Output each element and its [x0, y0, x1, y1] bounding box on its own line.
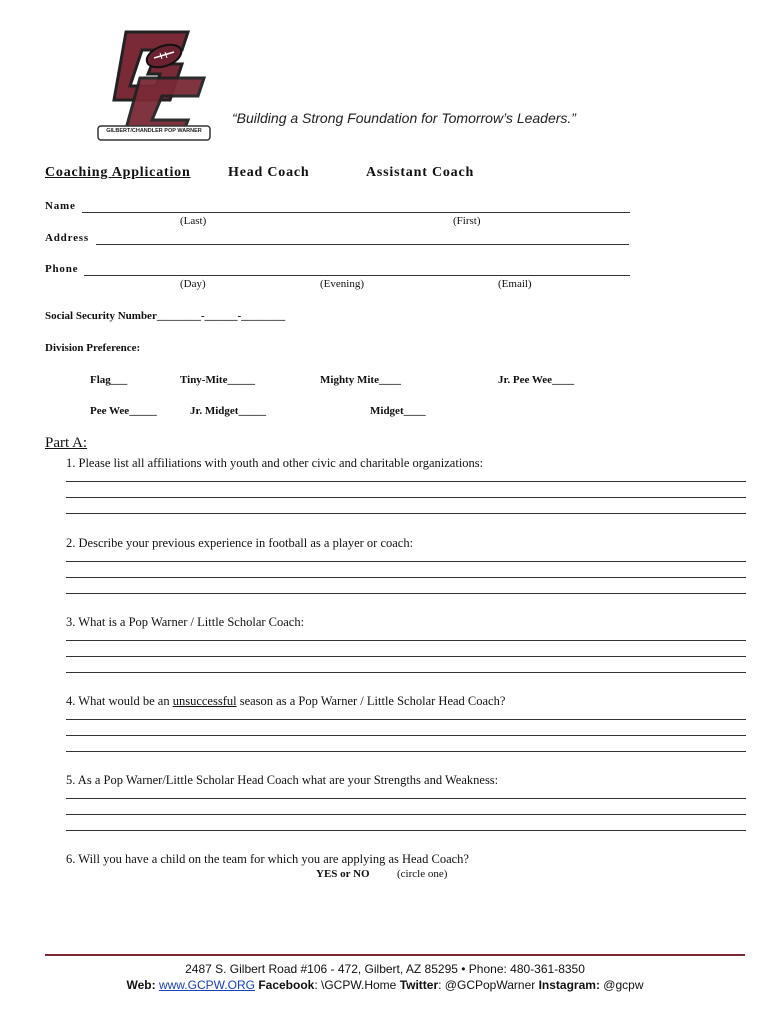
- email-label: (Email): [498, 278, 532, 290]
- coaching-application-title: Coaching Application: [45, 165, 191, 180]
- answer-line[interactable]: [66, 719, 746, 720]
- answer-line[interactable]: [66, 497, 746, 498]
- logo-ribbon-text: GILBERT/CHANDLER POP WARNER: [106, 128, 202, 134]
- gcpw-logo: [96, 28, 212, 146]
- question-1: 1. Please list all affiliations with youth and other civic and charitable organizations:: [66, 456, 484, 470]
- part-a-heading: Part A:: [45, 435, 88, 451]
- phone-label: Phone: [45, 263, 79, 275]
- answer-line[interactable]: [66, 672, 746, 673]
- question-4: [66, 694, 505, 709]
- address-field[interactable]: [96, 244, 629, 245]
- answer-line[interactable]: [66, 513, 746, 514]
- division-tiny-mite[interactable]: Tiny-Mite_____: [180, 374, 255, 386]
- tagline: “Building a Strong Foundation for Tomorrow’s Leaders.”: [232, 110, 576, 126]
- first-label: (First): [453, 215, 481, 227]
- name-label: Name: [45, 200, 76, 212]
- question-3: 3. What is a Pop Warner / Little Scholar Coach:: [66, 615, 305, 629]
- address-label: Address: [45, 232, 89, 244]
- last-label: (Last): [180, 215, 207, 227]
- answer-line[interactable]: [66, 830, 746, 831]
- division-mighty-mite[interactable]: Mighty Mite____: [320, 374, 401, 386]
- division-midget[interactable]: Midget____: [370, 405, 426, 417]
- division-jr-pee-wee[interactable]: Jr. Pee Wee____: [498, 374, 575, 386]
- web-link[interactable]: www.GCPW.ORG: [158, 978, 255, 992]
- division-jr-midget[interactable]: Jr. Midget_____: [190, 405, 266, 417]
- phone-field[interactable]: [84, 275, 630, 276]
- footer-divider: [45, 954, 745, 956]
- answer-line[interactable]: [66, 751, 746, 752]
- answer-line[interactable]: [66, 814, 746, 815]
- answer-line[interactable]: [66, 577, 746, 578]
- twitter-value: : @GCPopWarner: [438, 978, 536, 992]
- division-preference-label: Division Preference:: [45, 342, 141, 354]
- question-4-underlined: unsuccessful: [172, 694, 237, 708]
- answer-line[interactable]: [66, 593, 746, 594]
- answer-line[interactable]: [66, 735, 746, 736]
- facebook-label: Facebook: [258, 978, 315, 992]
- answer-line[interactable]: [66, 656, 746, 657]
- evening-label: (Evening): [320, 278, 364, 290]
- answer-line[interactable]: [66, 481, 746, 482]
- question-4-post: season as a Pop Warner / Little Scholar Head Coach?: [236, 694, 506, 708]
- twitter-label: Twitter: [399, 978, 439, 992]
- name-field[interactable]: [82, 212, 630, 213]
- division-flag[interactable]: Flag___: [90, 374, 128, 386]
- division-pee-wee[interactable]: Pee Wee_____: [90, 405, 157, 417]
- instagram-value: @gcpw: [599, 978, 644, 992]
- day-label: (Day): [180, 278, 206, 290]
- question-2: 2. Describe your previous experience in football as a player or coach:: [66, 536, 414, 550]
- question-4-pre: 4. What would be an: [66, 694, 173, 708]
- answer-line[interactable]: [66, 798, 746, 799]
- web-label: Web:: [126, 978, 156, 992]
- ssn-field[interactable]: Social Security Number________-______-________: [45, 310, 286, 322]
- head-coach-option[interactable]: Head Coach: [228, 165, 310, 180]
- question-6: 6. Will you have a child on the team for which you are applying as Head Coach?: [66, 852, 469, 866]
- footer-address: 2487 S. Gilbert Road #106 - 472, Gilbert, AZ 85295 • Phone: 480-361-8350: [185, 962, 585, 976]
- circle-one-note: (circle one): [397, 868, 448, 880]
- footer-social: [0, 978, 770, 992]
- assistant-coach-option[interactable]: Assistant Coach: [366, 165, 475, 180]
- yes-no-choice[interactable]: YES or NO: [316, 868, 370, 880]
- facebook-value: : \GCPW.Home: [314, 978, 397, 992]
- question-5: 5. As a Pop Warner/Little Scholar Head Coach what are your Strengths and Weakness:: [66, 773, 499, 787]
- instagram-label: Instagram:: [538, 978, 600, 992]
- answer-line[interactable]: [66, 640, 746, 641]
- answer-line[interactable]: [66, 561, 746, 562]
